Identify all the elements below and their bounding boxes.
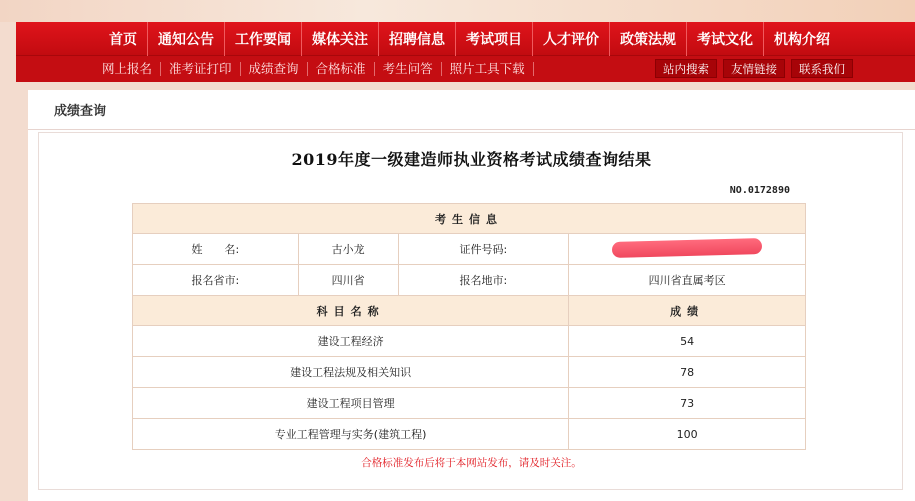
table-row bbox=[133, 234, 806, 265]
table-row bbox=[133, 265, 806, 296]
subnav-score-query[interactable]: 成绩查询 bbox=[241, 62, 308, 76]
report-number: NO.0172890 bbox=[729, 185, 790, 196]
subject-score: 78 bbox=[569, 357, 806, 388]
subnav-online-registration[interactable]: 网上报名 bbox=[94, 62, 161, 76]
subject-score: 73 bbox=[569, 388, 806, 419]
score-table bbox=[132, 203, 806, 450]
nav-recruitment[interactable]: 招聘信息 bbox=[379, 22, 456, 56]
subnav-pass-standard[interactable]: 合格标准 bbox=[308, 62, 375, 76]
footnote: 合格标准发布后将于本网站发布，请及时关注。 bbox=[361, 457, 582, 469]
subnav-admission-ticket[interactable]: 准考证打印 bbox=[161, 62, 241, 76]
subject-name: 专业工程管理与实务(建筑工程) bbox=[133, 419, 569, 450]
section-title: 成绩查询 bbox=[54, 104, 107, 119]
utility-links bbox=[655, 59, 853, 78]
section-header bbox=[28, 90, 915, 130]
nav-talent-evaluation[interactable]: 人才评价 bbox=[533, 22, 610, 56]
subject-name: 建设工程经济 bbox=[133, 326, 569, 357]
nav-media[interactable]: 媒体关注 bbox=[302, 22, 379, 56]
subject-name: 建设工程法规及相关知识 bbox=[133, 357, 569, 388]
table-row bbox=[133, 357, 806, 388]
nav-exams[interactable]: 考试项目 bbox=[456, 22, 533, 56]
exam-area-value: 四川省直属考区 bbox=[569, 265, 806, 296]
subject-score: 100 bbox=[569, 419, 806, 450]
site-search-button[interactable]: 站内搜索 bbox=[655, 59, 717, 78]
name-label: 姓 名: bbox=[133, 234, 299, 265]
exam-area-label: 报名地市: bbox=[398, 265, 569, 296]
subject-score: 54 bbox=[569, 326, 806, 357]
nav-work-news[interactable]: 工作要闻 bbox=[225, 22, 302, 56]
content-panel bbox=[28, 90, 915, 501]
province-label: 报名省市: bbox=[133, 265, 299, 296]
id-number-value bbox=[569, 234, 806, 265]
top-banner bbox=[0, 0, 915, 22]
main-nav bbox=[16, 22, 915, 56]
nav-home[interactable]: 首页 bbox=[99, 22, 148, 56]
id-number-label: 证件号码: bbox=[398, 234, 569, 265]
subject-header: 科目名称 bbox=[133, 296, 569, 326]
sub-nav bbox=[16, 56, 915, 82]
nav-exam-culture[interactable]: 考试文化 bbox=[687, 22, 764, 56]
candidate-info-header: 考生信息 bbox=[133, 204, 806, 234]
friendly-links-button[interactable]: 友情链接 bbox=[723, 59, 785, 78]
table-row bbox=[133, 326, 806, 357]
result-panel bbox=[38, 132, 903, 490]
nav-about[interactable]: 机构介绍 bbox=[774, 31, 830, 48]
nav-notices[interactable]: 通知公告 bbox=[148, 22, 225, 56]
name-value: 古小龙 bbox=[298, 234, 398, 265]
table-row bbox=[133, 388, 806, 419]
score-header-row bbox=[133, 296, 806, 326]
contact-us-button[interactable]: 联系我们 bbox=[791, 59, 853, 78]
subnav-photo-tool[interactable]: 照片工具下载 bbox=[442, 62, 534, 76]
score-header: 成绩 bbox=[569, 296, 806, 326]
candidate-info-header-row bbox=[133, 204, 806, 234]
province-value: 四川省 bbox=[298, 265, 398, 296]
table-row bbox=[133, 419, 806, 450]
nav-policies[interactable]: 政策法规 bbox=[610, 22, 687, 56]
subject-name: 建设工程项目管理 bbox=[133, 388, 569, 419]
redaction-mark bbox=[612, 238, 762, 258]
subnav-faq[interactable]: 考生问答 bbox=[375, 62, 442, 76]
report-title: 2019年度一级建造师执业资格考试成绩查询结果 bbox=[291, 150, 652, 169]
